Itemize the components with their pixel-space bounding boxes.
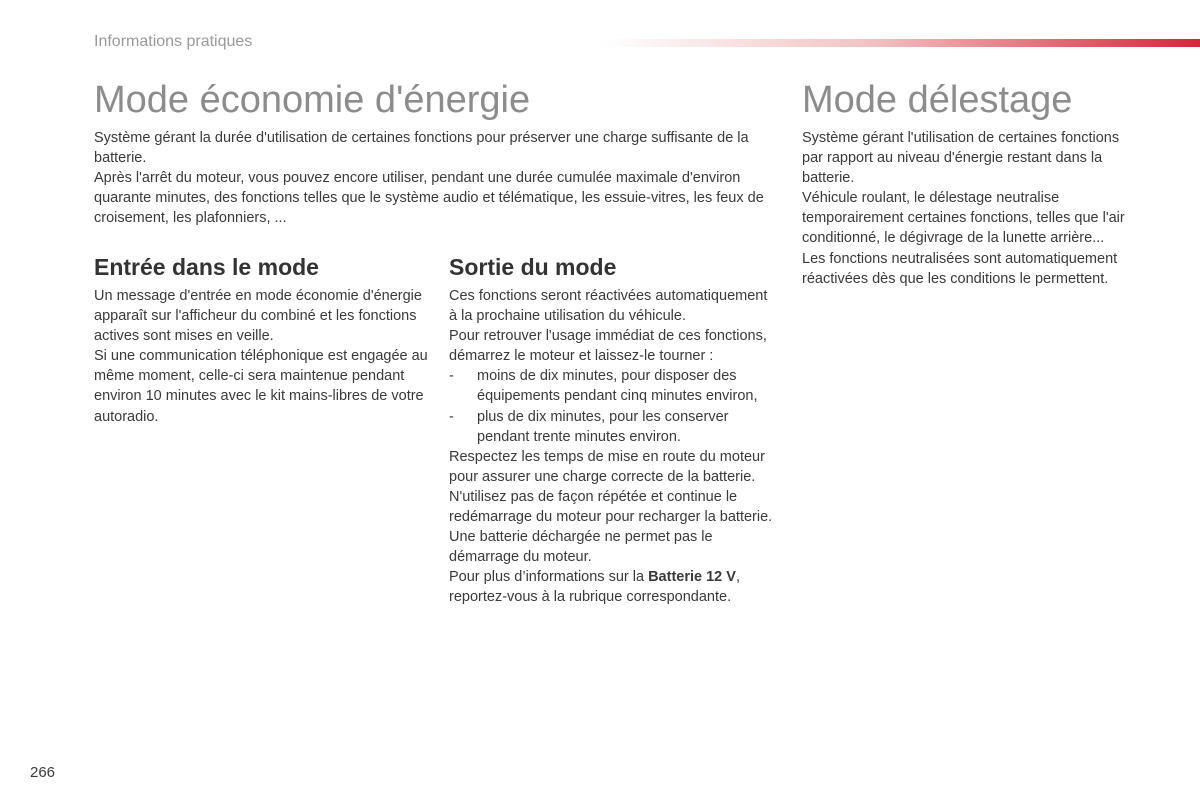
exit-paragraph: Pour retrouver l'usage immédiat de ces fonctions, démarrez le moteur et laissez-le tourner : bbox=[449, 328, 767, 365]
bullet-item bbox=[449, 407, 779, 447]
entry-paragraph: Si une communication téléphonique est engagée au même moment, celle-ci sera maintenue pendant environ 10 minutes avec le kit mains-libres de votre autoradio. bbox=[94, 348, 428, 425]
bullet-text: plus de dix minutes, pour les conserver pendant trente minutes environ. bbox=[477, 408, 729, 445]
bullet-dash: - bbox=[449, 368, 454, 385]
header-accent-bar bbox=[600, 39, 1200, 47]
exit-paragraph: N'utilisez pas de façon répétée et continue le redémarrage du moteur pour recharger la batterie. bbox=[449, 488, 773, 526]
title-load-shedding-mode: Mode délestage bbox=[802, 79, 1073, 121]
exit-paragraph: Ces fonctions seront réactivées automatiquement à la prochaine utilisation du véhicule. bbox=[449, 288, 768, 325]
bullet-dash: - bbox=[449, 408, 454, 425]
load-shedding-paragraph: Les fonctions neutralisées sont automatiquement réactivées dès que les conditions le permettent. bbox=[802, 250, 1118, 287]
entry-paragraph: Un message d'entrée en mode économie d'énergie apparaît sur l'afficheur du combiné et les fonctions actives sont mises en veille. bbox=[94, 288, 422, 345]
bullet-item bbox=[449, 366, 779, 406]
battery-ref-prefix: Pour plus d’informations sur la bbox=[449, 569, 649, 586]
title-exit-mode: Sortie du mode bbox=[449, 254, 617, 280]
title-economy-mode: Mode économie d'énergie bbox=[94, 79, 531, 121]
page-number: 266 bbox=[30, 764, 56, 781]
battery-ref-suffix: , reportez-vous à la rubrique correspondante. bbox=[449, 569, 740, 606]
economy-mode-intro bbox=[94, 128, 774, 228]
load-shedding-paragraph: Véhicule roulant, le délestage neutralise temporairement certaines fonctions, telles que l'air conditionné, le dégivrage de la lunette arrière... bbox=[802, 190, 1125, 247]
entry-mode-text bbox=[94, 286, 429, 427]
exit-paragraph-battery-ref bbox=[449, 567, 779, 607]
title-entry-mode: Entrée dans le mode bbox=[94, 254, 319, 280]
header-section-label: Informations pratiques bbox=[94, 33, 253, 50]
bullet-text: moins de dix minutes, pour disposer des équipements pendant cinq minutes environ, bbox=[477, 368, 758, 405]
intro-paragraph: Après l'arrêt du moteur, vous pouvez encore utiliser, pendant une durée cumulée maximale d'environ quarante minutes, des fonctions telles que le système audio et télématique, les essuie-vitres, les feux de croisement, les plafonniers, ... bbox=[94, 170, 764, 227]
load-shedding-text bbox=[802, 128, 1127, 289]
exit-paragraph: Une batterie déchargée ne permet pas le démarrage du moteur. bbox=[449, 529, 713, 566]
exit-paragraph: Respectez les temps de mise en route du moteur pour assurer une charge correcte de la batterie. bbox=[449, 448, 765, 485]
exit-mode-text bbox=[449, 286, 779, 608]
intro-paragraph: Système gérant la durée d'utilisation de certaines fonctions pour préserver une charge suffisante de la batterie. bbox=[94, 130, 749, 167]
load-shedding-paragraph: Système gérant l'utilisation de certaines fonctions par rapport au niveau d'énergie restant dans la batterie. bbox=[802, 130, 1120, 187]
battery-ref-link: Batterie 12 V bbox=[648, 569, 736, 586]
